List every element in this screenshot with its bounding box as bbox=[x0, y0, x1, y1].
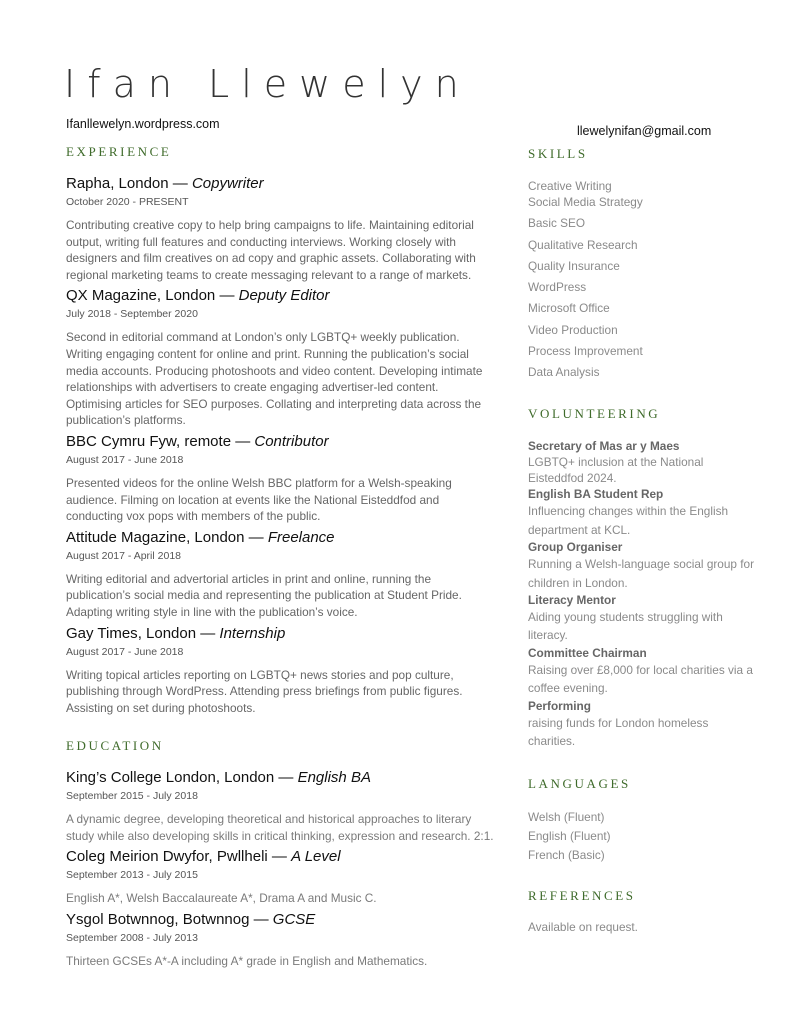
job-title bbox=[66, 174, 496, 193]
job-org: Attitude Magazine bbox=[66, 528, 187, 546]
volunteer-description: Influencing changes within the English department at KCL. bbox=[528, 504, 729, 537]
experience-entry bbox=[66, 174, 496, 283]
skills-list bbox=[528, 178, 758, 380]
job-dates: October 2020 - PRESENT bbox=[66, 196, 189, 208]
job-title bbox=[66, 624, 496, 643]
job-role: Freelance bbox=[267, 528, 335, 546]
volunteer-description: LGBTQ+ inclusion at the National Eisteddfod 2024. bbox=[528, 455, 704, 486]
job-role: Copywriter bbox=[191, 175, 264, 192]
experience-heading: EXPERIENCE bbox=[66, 144, 172, 159]
skill-item: Qualitative Research bbox=[528, 237, 638, 252]
edu-description: Thirteen GCSEs A*-A including A* grade in English and Mathematics. bbox=[66, 954, 428, 969]
job-description: Contributing creative copy to help bring campaigns to life. Maintaining editorial output, writing full features and conducting interviews. Working closely with designers and film creatives on ad copy and graphic assets. Collaborating with regional marketing teams to create messaging relevant to a range of markets. bbox=[66, 218, 476, 282]
job-location: , London — bbox=[156, 287, 239, 305]
job-location: , London — bbox=[137, 624, 220, 642]
language-item: French (Basic) bbox=[528, 847, 605, 862]
references-heading: REFERENCES bbox=[528, 888, 636, 904]
volunteer-description: raising funds for London homeless charities. bbox=[528, 715, 709, 749]
job-title bbox=[66, 432, 496, 451]
volunteer-description: Raising over £8,000 for local charities via a coffee evening. bbox=[528, 662, 753, 696]
edu-title bbox=[66, 910, 496, 929]
volunteer-description: Running a Welsh-language social group for children in London. bbox=[528, 557, 755, 590]
job-dates: August 2017 - April 2018 bbox=[66, 549, 181, 562]
volunteer-description: Aiding young students struggling with literacy. bbox=[528, 610, 723, 643]
skill-item: Creative Writing bbox=[528, 179, 612, 193]
job-description: Writing topical articles reporting on LGBTQ+ news stories and pop culture, publishing through WordPress. Attending press briefings from public figures. Assisting on set during photoshoots. bbox=[66, 667, 463, 715]
experience-entry bbox=[66, 432, 496, 525]
edu-org: Ysgol Botwnnog, bbox=[66, 911, 179, 929]
job-dates: August 2017 - June 2018 bbox=[66, 645, 184, 658]
edu-title bbox=[66, 768, 496, 787]
resume-name: Ifan Llewelyn bbox=[64, 62, 471, 106]
skill-item: Microsoft Office bbox=[528, 301, 610, 316]
edu-qualification: English BA bbox=[297, 769, 371, 787]
volunteering-entry bbox=[528, 645, 758, 698]
volunteering-entry bbox=[528, 592, 758, 645]
volunteering-entry bbox=[528, 539, 758, 592]
edu-dates: September 2015 - July 2018 bbox=[66, 790, 198, 803]
experience-entry bbox=[66, 624, 496, 717]
edu-description: English A*, Welsh Baccalaureate A*, Drama A and Music C. bbox=[66, 891, 377, 906]
job-org: BBC Cymru Fyw bbox=[66, 432, 177, 450]
job-location: , remote — bbox=[176, 432, 255, 450]
volunteering-entry bbox=[528, 438, 758, 486]
skill-item: Process Improvement bbox=[528, 344, 643, 359]
job-title bbox=[66, 528, 496, 547]
skills-heading: SKILLS bbox=[528, 146, 588, 161]
job-org: Gay Times bbox=[66, 624, 138, 642]
volunteer-role: Literacy Mentor bbox=[528, 593, 616, 607]
skill-item: WordPress bbox=[528, 280, 587, 295]
edu-title bbox=[66, 847, 496, 866]
language-item: Welsh (Fluent) bbox=[528, 810, 605, 825]
job-location: , London — bbox=[110, 175, 192, 192]
main-column bbox=[66, 144, 496, 973]
edu-description: A dynamic degree, developing theoretical and historical approaches to literary study while also developing skills in critical thinking, expression and research. 2:1. bbox=[66, 812, 494, 843]
education-heading: EDUCATION bbox=[66, 738, 164, 754]
edu-org: King’s College London, bbox=[66, 769, 221, 787]
edu-qualification: GCSE bbox=[272, 911, 316, 929]
education-entry bbox=[66, 768, 496, 844]
experience-entry bbox=[66, 286, 496, 429]
edu-location: Pwllheli — bbox=[212, 848, 292, 866]
experience-entry bbox=[66, 528, 496, 621]
job-description: Second in editorial command at London’s only LGBTQ+ weekly publication. Writing engaging content for online and print. Running the publication’s social media accounts. Producing photoshoots and video content. Developing intimate relationships with advertisers to create engaging advertiser-led content. Optimising articles for SEO purposes. Collating and interpreting data across the publication’s platforms. bbox=[66, 330, 483, 428]
edu-location: Botwnnog — bbox=[178, 911, 273, 929]
languages-list bbox=[528, 808, 758, 864]
skill-item: Video Production bbox=[528, 322, 618, 337]
job-role: Internship bbox=[219, 624, 286, 642]
job-title bbox=[66, 286, 496, 305]
education-entry bbox=[66, 910, 496, 970]
education-entry bbox=[66, 847, 496, 907]
volunteer-role: Committee Chairman bbox=[528, 645, 647, 660]
volunteering-list bbox=[528, 438, 758, 750]
volunteering-entry bbox=[528, 486, 758, 539]
skill-item: Data Analysis bbox=[528, 365, 600, 380]
edu-qualification: A Level bbox=[291, 848, 341, 866]
skill-item: Social Media Strategy bbox=[528, 195, 643, 209]
references-text: Available on request. bbox=[528, 920, 638, 935]
job-dates: July 2018 - September 2020 bbox=[66, 308, 198, 321]
volunteer-role: Performing bbox=[528, 698, 591, 713]
volunteer-role: English BA Student Rep bbox=[528, 487, 664, 502]
skill-item: Quality Insurance bbox=[528, 258, 620, 273]
language-item: English (Fluent) bbox=[528, 829, 611, 844]
volunteer-role: Secretary of Mas ar y Maes bbox=[528, 439, 680, 454]
job-role: Contributor bbox=[254, 432, 329, 450]
volunteering-entry bbox=[528, 698, 758, 751]
skill-item: Basic SEO bbox=[528, 216, 586, 231]
edu-location: London — bbox=[220, 769, 298, 787]
edu-org: Coleg Meirion Dwyfor, bbox=[66, 848, 213, 866]
job-description: Presented videos for the online Welsh BBC platform for a Welsh-speaking audience. Filming on location at events like the National Eisteddfod and conducting vox pops with members of the public. bbox=[66, 475, 452, 524]
email-link[interactable]: llewelynifan@gmail.com bbox=[577, 124, 712, 138]
edu-dates: September 2008 - July 2013 bbox=[66, 932, 198, 945]
job-role: Deputy Editor bbox=[238, 287, 330, 305]
languages-heading: LANGUAGES bbox=[528, 776, 631, 792]
job-org: Rapha bbox=[66, 175, 111, 192]
website-link[interactable]: Ifanllewelyn.wordpress.com bbox=[66, 117, 220, 131]
volunteer-role: Group Organiser bbox=[528, 540, 623, 555]
job-dates: August 2017 - June 2018 bbox=[66, 453, 184, 466]
job-description: Writing editorial and advertorial articles in print and online, running the publication’s social media and representing the publication at Student Pride. Adapting writing style in line with the publication’s voice. bbox=[66, 571, 462, 619]
volunteering-heading: VOLUNTEERING bbox=[528, 406, 661, 422]
job-org: QX Magazine bbox=[66, 287, 157, 305]
edu-dates: September 2013 - July 2015 bbox=[66, 869, 198, 882]
job-location: , London — bbox=[186, 528, 268, 546]
side-column bbox=[528, 144, 758, 934]
